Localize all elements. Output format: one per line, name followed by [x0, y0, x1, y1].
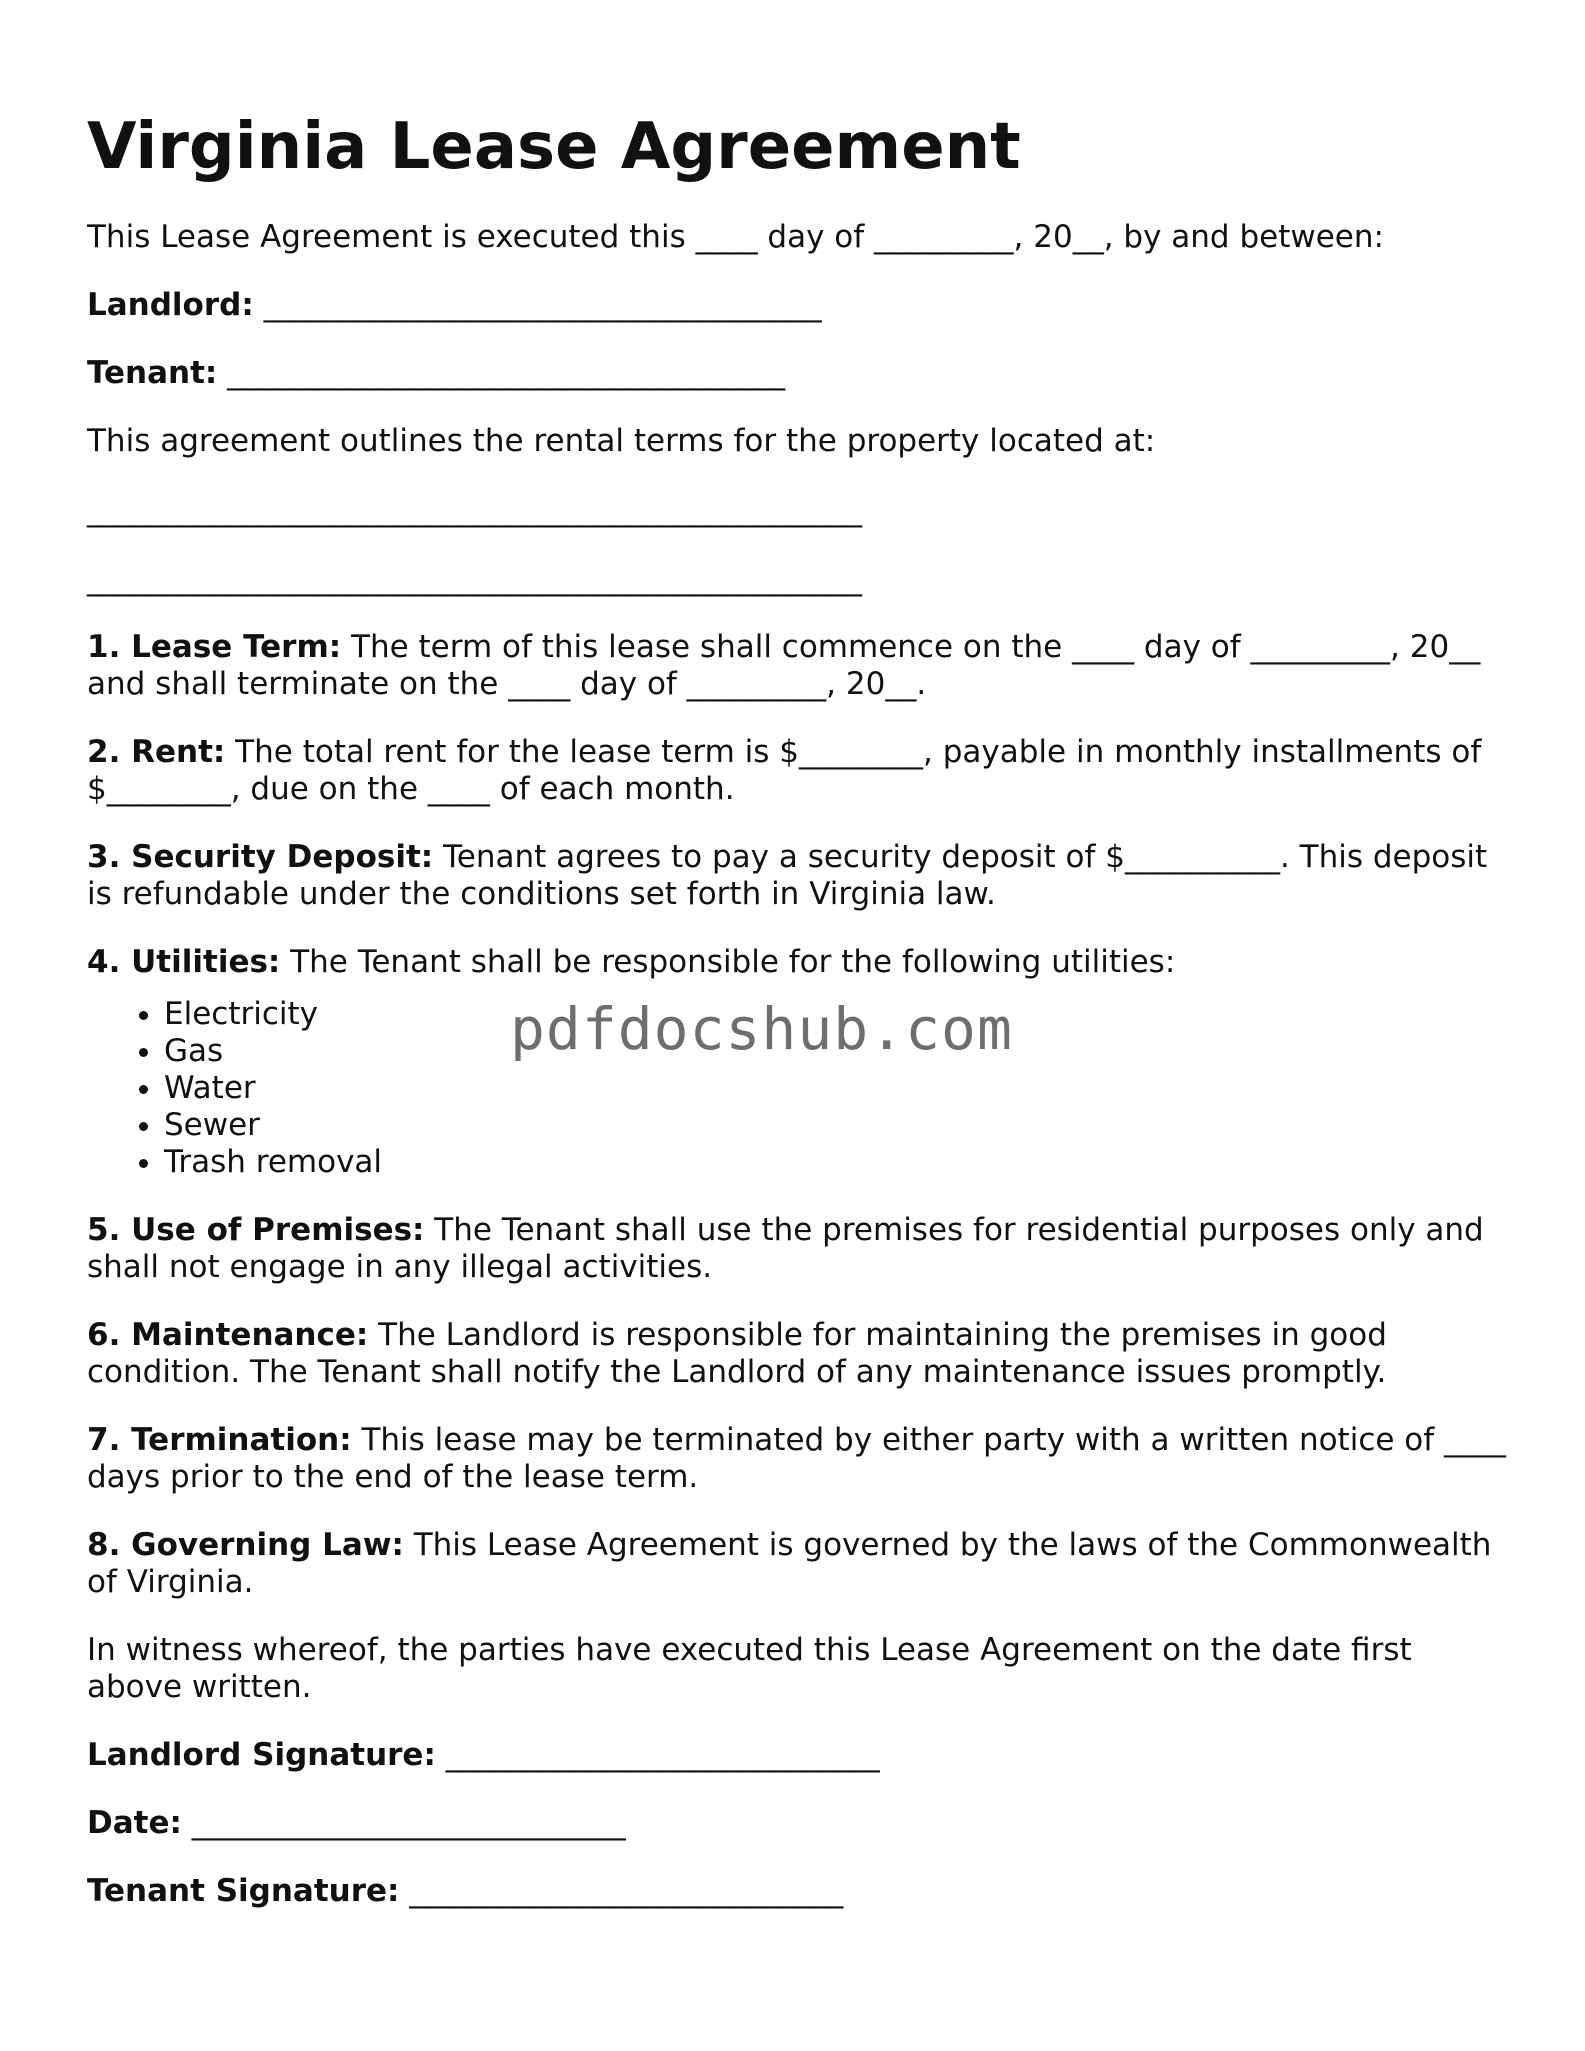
list-item: • Water — [164, 1070, 1507, 1107]
address-line-2: __________________________________________________ — [87, 561, 862, 597]
witness-paragraph: In witness whereof, the parties have executed this Lease Agreement on the date first above written. — [87, 1632, 1412, 1705]
section-label: 1. Lease Term: — [87, 629, 342, 665]
section-label: 7. Termination: — [87, 1422, 352, 1458]
section-text: The Landlord is responsible for maintaining the premises in good condition. The Tenant shall notify the Landlord of any maintenance issues promptly. — [87, 1317, 1387, 1390]
section-governing-law — [87, 1527, 1507, 1601]
signature-blank: ____________________________ — [181, 1805, 626, 1841]
list-item: • Trash removal — [164, 1144, 1507, 1181]
property-intro: This agreement outlines the rental terms for the property located at: — [87, 423, 1156, 459]
signature-label: Landlord Signature: — [87, 1737, 436, 1773]
signature-blank: ____________________________ — [435, 1737, 880, 1773]
section-text: The total rent for the lease term is $________, payable in monthly installments of $________, due on the ____ of each month. — [87, 734, 1482, 807]
section-label: 8. Governing Law: — [87, 1527, 404, 1563]
section-termination — [87, 1422, 1507, 1496]
section-label: 5. Use of Premises: — [87, 1212, 425, 1248]
section-text: Tenant agrees to pay a security deposit of $__________. This deposit is refundable under the conditions set forth in Virginia law. — [87, 839, 1488, 912]
tenant-label: Tenant: — [87, 355, 218, 391]
signature-label: Date: — [87, 1805, 182, 1841]
landlord-signature-field — [87, 1737, 1507, 1774]
list-item: • Electricity — [164, 996, 1507, 1033]
signature-blank: ____________________________ — [399, 1873, 844, 1909]
signature-label: Tenant Signature: — [87, 1873, 400, 1909]
landlord-field — [87, 287, 1507, 324]
section-utilities — [87, 944, 1507, 981]
section-label: 6. Maintenance: — [87, 1317, 369, 1353]
section-text: The Tenant shall use the premises for residential purposes only and shall not engage in any illegal activities. — [87, 1212, 1484, 1285]
list-item: • Gas — [164, 1033, 1507, 1070]
watermark: pdfdocshub.com — [510, 995, 1013, 1063]
landlord-blank: ____________________________________ — [253, 287, 822, 323]
section-label: 4. Utilities: — [87, 944, 281, 980]
section-text: The Tenant shall be responsible for the following utilities: — [280, 944, 1176, 980]
section-label: 3. Security Deposit: — [87, 839, 434, 875]
tenant-blank: ____________________________________ — [217, 355, 786, 391]
document-title: Virginia Lease Agreement — [87, 110, 1021, 184]
section-text: This lease may be terminated by either party with a written notice of ____ days prior to the end of the lease term. — [87, 1422, 1507, 1495]
section-label: 2. Rent: — [87, 734, 226, 770]
section-maintenance — [87, 1317, 1507, 1391]
intro-paragraph: This Lease Agreement is executed this ____ day of _________, 20__, by and between: — [87, 219, 1384, 255]
address-line-1: __________________________________________________ — [87, 492, 862, 528]
section-use-of-premises — [87, 1212, 1507, 1286]
date-field — [87, 1805, 1507, 1842]
section-text: This Lease Agreement is governed by the laws of the Commonwealth of Virginia. — [87, 1527, 1492, 1600]
list-item: • Sewer — [164, 1107, 1507, 1144]
landlord-label: Landlord: — [87, 287, 254, 323]
section-text: The term of this lease shall commence on the ____ day of _________, 20__ and shall terminate on the ____ day of _________, 20__. — [87, 629, 1481, 702]
tenant-field — [87, 355, 1507, 392]
section-security-deposit — [87, 839, 1507, 913]
section-lease-term — [87, 629, 1507, 703]
section-rent — [87, 734, 1507, 808]
tenant-signature-field — [87, 1873, 1507, 1910]
